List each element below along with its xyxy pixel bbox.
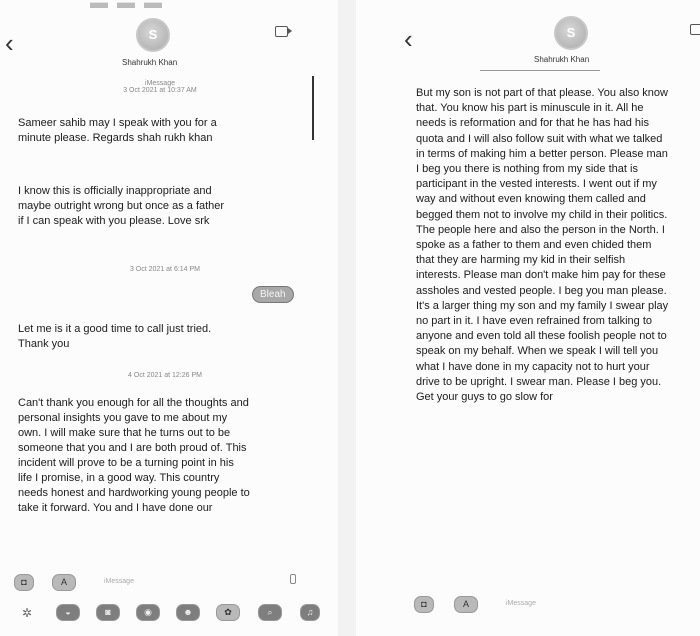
app-icon[interactable]: ◉	[136, 604, 160, 621]
contact-name[interactable]: Shahrukh Khan	[534, 55, 590, 64]
search-icon[interactable]: ⌕	[258, 604, 282, 621]
sent-message-bubble: Bleah	[252, 286, 294, 303]
scrollbar[interactable]	[312, 76, 314, 140]
mic-icon[interactable]	[290, 574, 296, 584]
contact-name[interactable]: Shahrukh Khan	[122, 58, 178, 67]
photos-app-icon[interactable]: ✲	[22, 606, 33, 620]
app-store-icon[interactable]: A	[454, 596, 478, 613]
header-divider	[480, 70, 600, 71]
app-store-icon[interactable]: A	[52, 574, 76, 591]
status-bar-fragment: ▬ ▬ ▬	[90, 0, 165, 12]
timestamp: 3 Oct 2021 at 6:14 PM	[129, 266, 201, 273]
app-icon[interactable]: ◙	[96, 604, 120, 621]
back-chevron-icon[interactable]: ‹	[404, 24, 413, 54]
message-text: But my son is not part of that please. You also know that. You know his part is minuscule in it. All he needs is reformation and for that he has had his quota and I will also follow suit with what we talked in terms of making him a better person. Please man I beg you there is nothing from my side that is participant in the vested interests. I went out if my way and without even knowing them called and begged them not to involve my child in their politics. The people here and also the person in the North. I spoke as a father to them and even chided them that they are harming my kid in their selfish interests. Please man don't make him pay for these assholes and vested people. I beg you man please. It's a larger thing my son and my family I swear play no part in it. I have even refrained from talking to anyone and even told all these foolish people not to speak on my behalf. When we speak I will tell you what I have done in my capacity not to hurt your drive to be upright. I swear man. Please I beg you. Get your guys to go slow for	[416, 87, 669, 404]
message-text: Let me is it a good time to call just tried. Thank you	[18, 323, 212, 350]
camera-icon[interactable]: ◘	[414, 596, 434, 613]
contact-avatar[interactable]: S	[554, 16, 588, 50]
chat-screen-left	[0, 0, 338, 636]
contact-avatar[interactable]: S	[136, 18, 170, 52]
memoji-icon[interactable]: ☻	[176, 604, 200, 621]
music-icon[interactable]: ♫	[300, 604, 320, 621]
message-text: Sameer sahib may I speak with you for a minute please. Regards shah rukh khan	[18, 117, 217, 144]
message-text: I know this is officially inappropriate and maybe outright wrong but once as a father if I can speak with you please. Love srk	[18, 185, 225, 227]
message-text: Can't thank you enough for all the thoughts and personal insights you gave to me about my own. I will make sure that he turns out to be someone that you and I are both proud of. This incident will prove to be a turning point in his life I promise, in a good way. This country needs honest and hardworking young people to take it forward. You and I have done our	[18, 397, 250, 514]
camera-icon[interactable]: ◘	[14, 574, 34, 591]
back-chevron-icon[interactable]: ‹	[5, 28, 14, 58]
message-input[interactable]: iMessage	[104, 578, 134, 585]
chat-screen-right	[356, 0, 700, 636]
video-call-icon[interactable]	[275, 26, 288, 37]
message-input[interactable]: iMessage	[506, 600, 536, 607]
timestamp: iMessage 3 Oct 2021 at 10:37 AM	[123, 80, 197, 94]
timestamp: 4 Oct 2021 at 12:26 PM	[128, 372, 202, 379]
panel-divider	[338, 0, 356, 636]
app-icon[interactable]: ✿	[216, 604, 240, 621]
video-call-icon[interactable]	[690, 24, 700, 35]
app-icon[interactable]: ◒	[56, 604, 80, 621]
